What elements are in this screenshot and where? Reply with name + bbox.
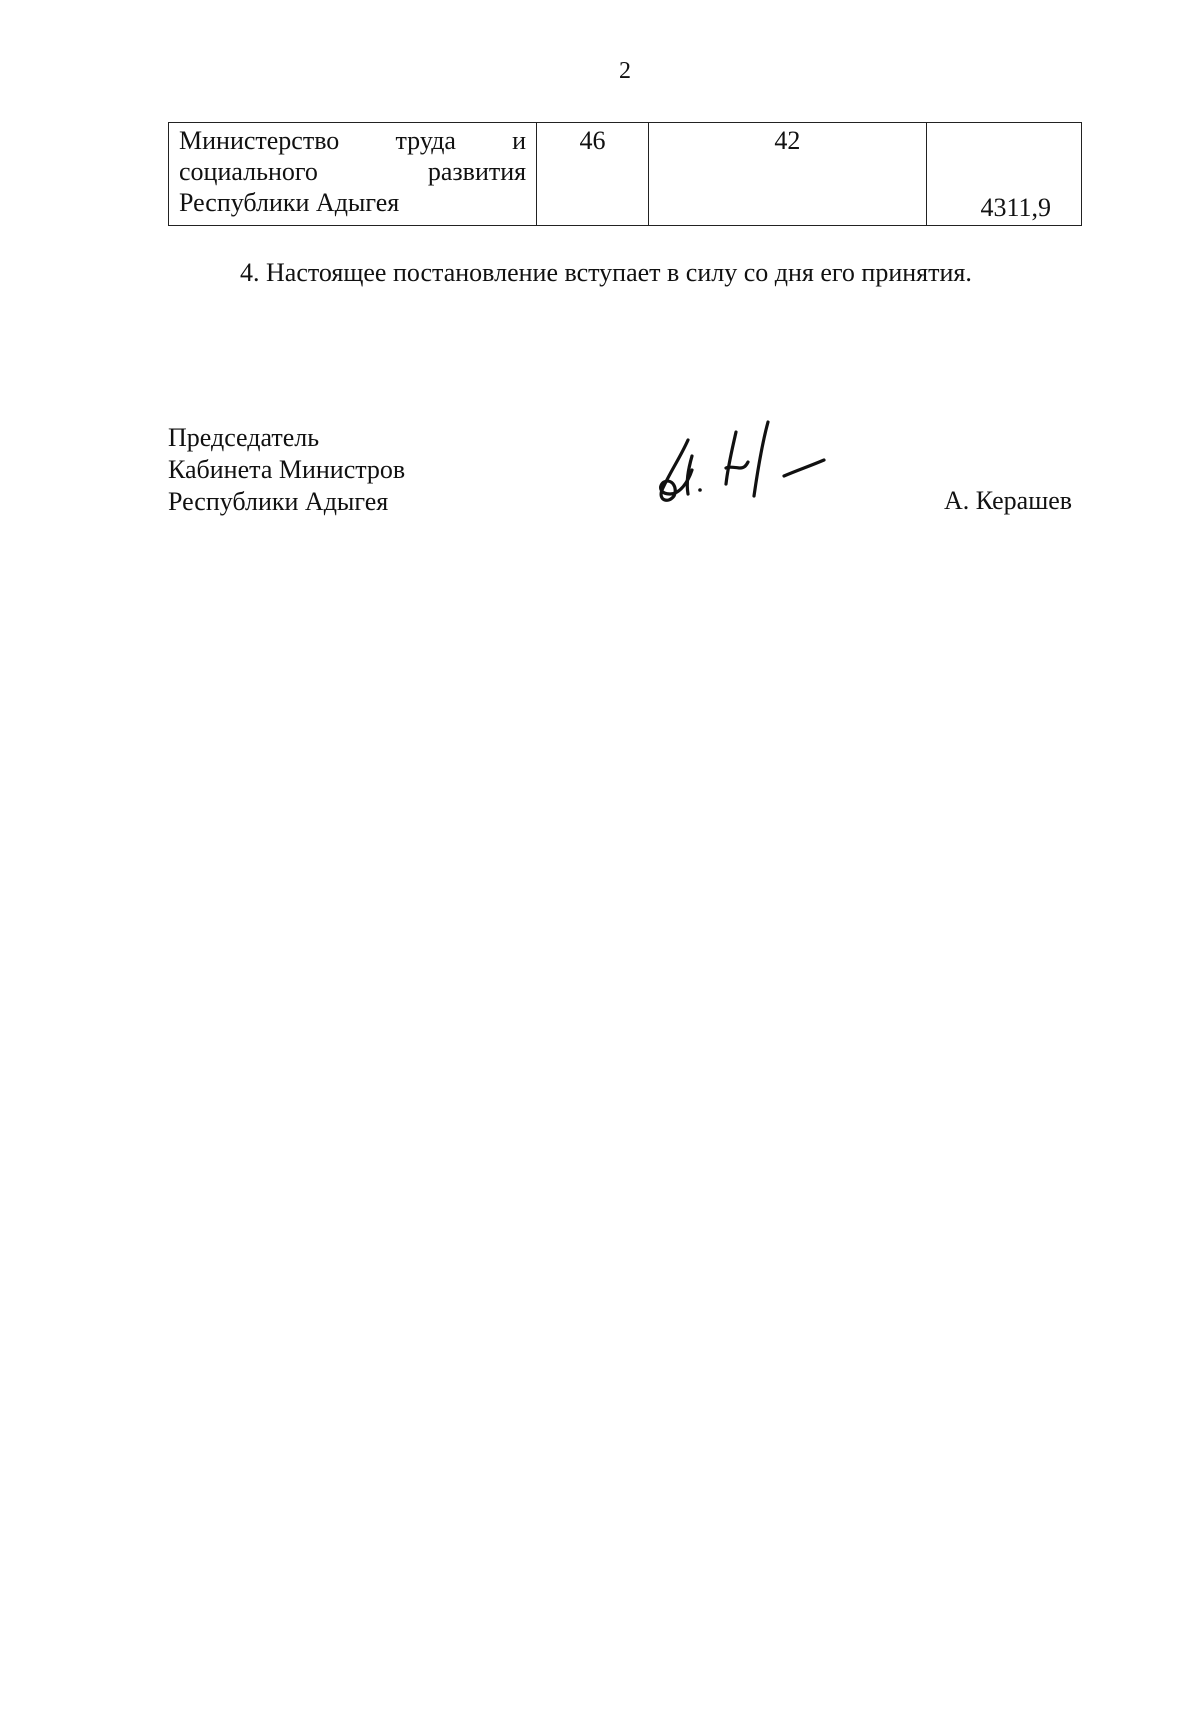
allocation-table <box>168 122 1082 226</box>
signatory-title <box>168 422 405 518</box>
table-row <box>169 123 1082 226</box>
organization-line-1: Министерство труда и <box>179 126 527 155</box>
table-cell-value-c-text: 4311,9 <box>980 193 1051 222</box>
handwritten-signature <box>648 410 838 510</box>
table-cell-value-b: 42 <box>648 123 926 226</box>
organization-line-3: Республики Адыгея <box>179 188 400 217</box>
page-number: 2 <box>619 58 631 84</box>
table-cell-value-c <box>926 123 1081 226</box>
signatory-title-line-2: Кабинета Министров <box>168 455 406 484</box>
signatory-title-line-3: Республики Адыгея <box>168 487 389 516</box>
signatory-title-line-1: Председатель <box>168 423 320 452</box>
organization-line-2: социального развития <box>179 157 527 186</box>
signatory-name: А. Керашев <box>944 486 1073 515</box>
clause-paragraph: 4. Настоящее постановление вступает в силу со дня его принятия. <box>240 258 972 287</box>
table-cell-value-a: 46 <box>537 123 649 226</box>
table-cell-organization <box>169 123 537 226</box>
